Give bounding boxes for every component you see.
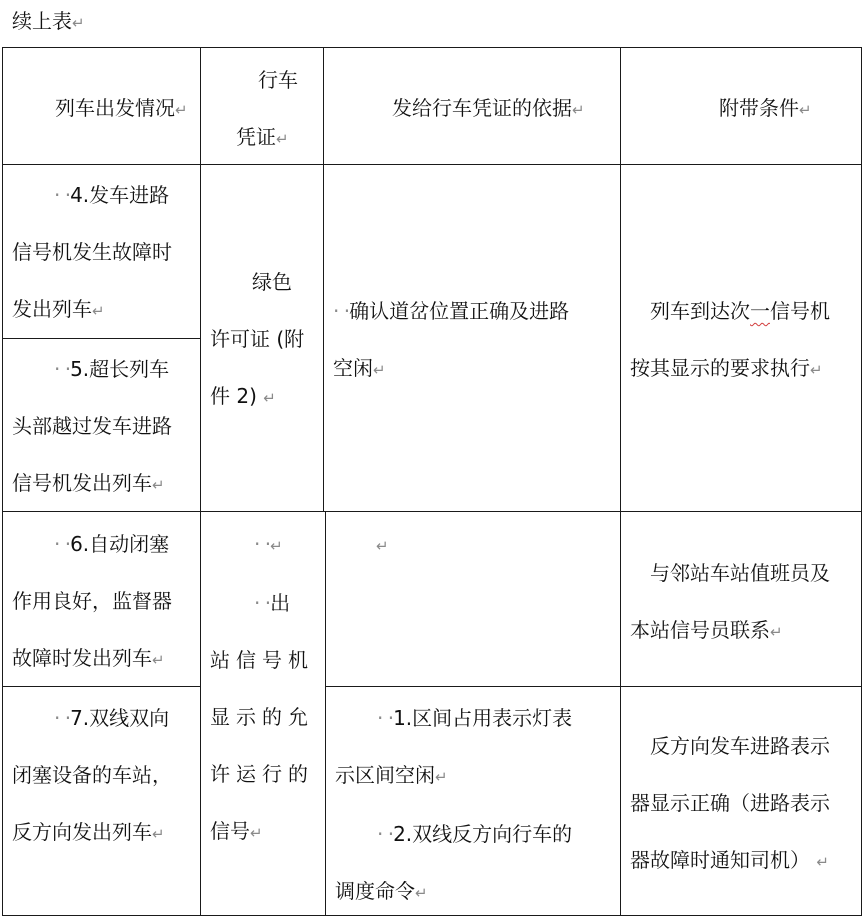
conditions-row6: 与邻站车站值班员及 本站信号员联系↵: [630, 561, 830, 642]
conditions-row7: 反方向发车进路表示 器显示正确（进路表示 器故障时通知司机） ↵: [630, 734, 830, 872]
exit-signal-voucher: · ·↵ · ·出 站信号机 显示的允 许运行的 信号↵: [210, 532, 314, 843]
table-border-left: [2, 47, 3, 916]
row4-situation: · ·4.发车进路 信号机发生故障时 发出列车↵: [12, 183, 172, 321]
table-border-top: [2, 47, 862, 48]
spellcheck-underline: 一: [750, 299, 770, 323]
header-conditions: 附带条件↵: [719, 96, 812, 120]
header-voucher: 行车 凭证↵: [236, 68, 298, 149]
table-border-right: [861, 47, 862, 916]
basis-rows-4-5: · ·确认道岔位置正确及进路 空闲↵: [333, 299, 570, 380]
col-divider-1: [200, 47, 201, 916]
col-divider-3: [620, 47, 621, 916]
header-divider: [2, 164, 862, 165]
basis-row7: · ·1.区间占用表示灯表 示区间空闲↵ · ·2.双线反方向行车的 调度命令↵: [335, 706, 573, 903]
row7-situation: · ·7.双线双向 闭塞设备的车站， 反方向发出列车↵: [12, 706, 172, 844]
green-permit-voucher: 绿色 许可证 (附 件 2) ↵: [210, 270, 305, 408]
header-basis: 发给行车凭证的依据↵: [392, 96, 585, 120]
col-divider-2a: [323, 47, 324, 512]
row6-divider-right: [325, 686, 862, 687]
row6-situation: · ·6.自动闭塞 作用良好，监督器 故障时发出列车↵: [12, 532, 172, 670]
basis-row6-empty: ↵: [376, 537, 389, 555]
col-divider-2b: [325, 511, 326, 916]
conditions-rows-4-5: 列车到达次一信号机 按其显示的要求执行↵: [630, 299, 830, 380]
header-situation: 列车出发情况↵: [55, 96, 188, 120]
row5-situation: · ·5.超长列车 头部越过发车进路 信号机发出列车↵: [12, 357, 172, 495]
caption-text: 续上表: [12, 9, 72, 33]
paragraph-mark: ↵: [72, 14, 85, 32]
